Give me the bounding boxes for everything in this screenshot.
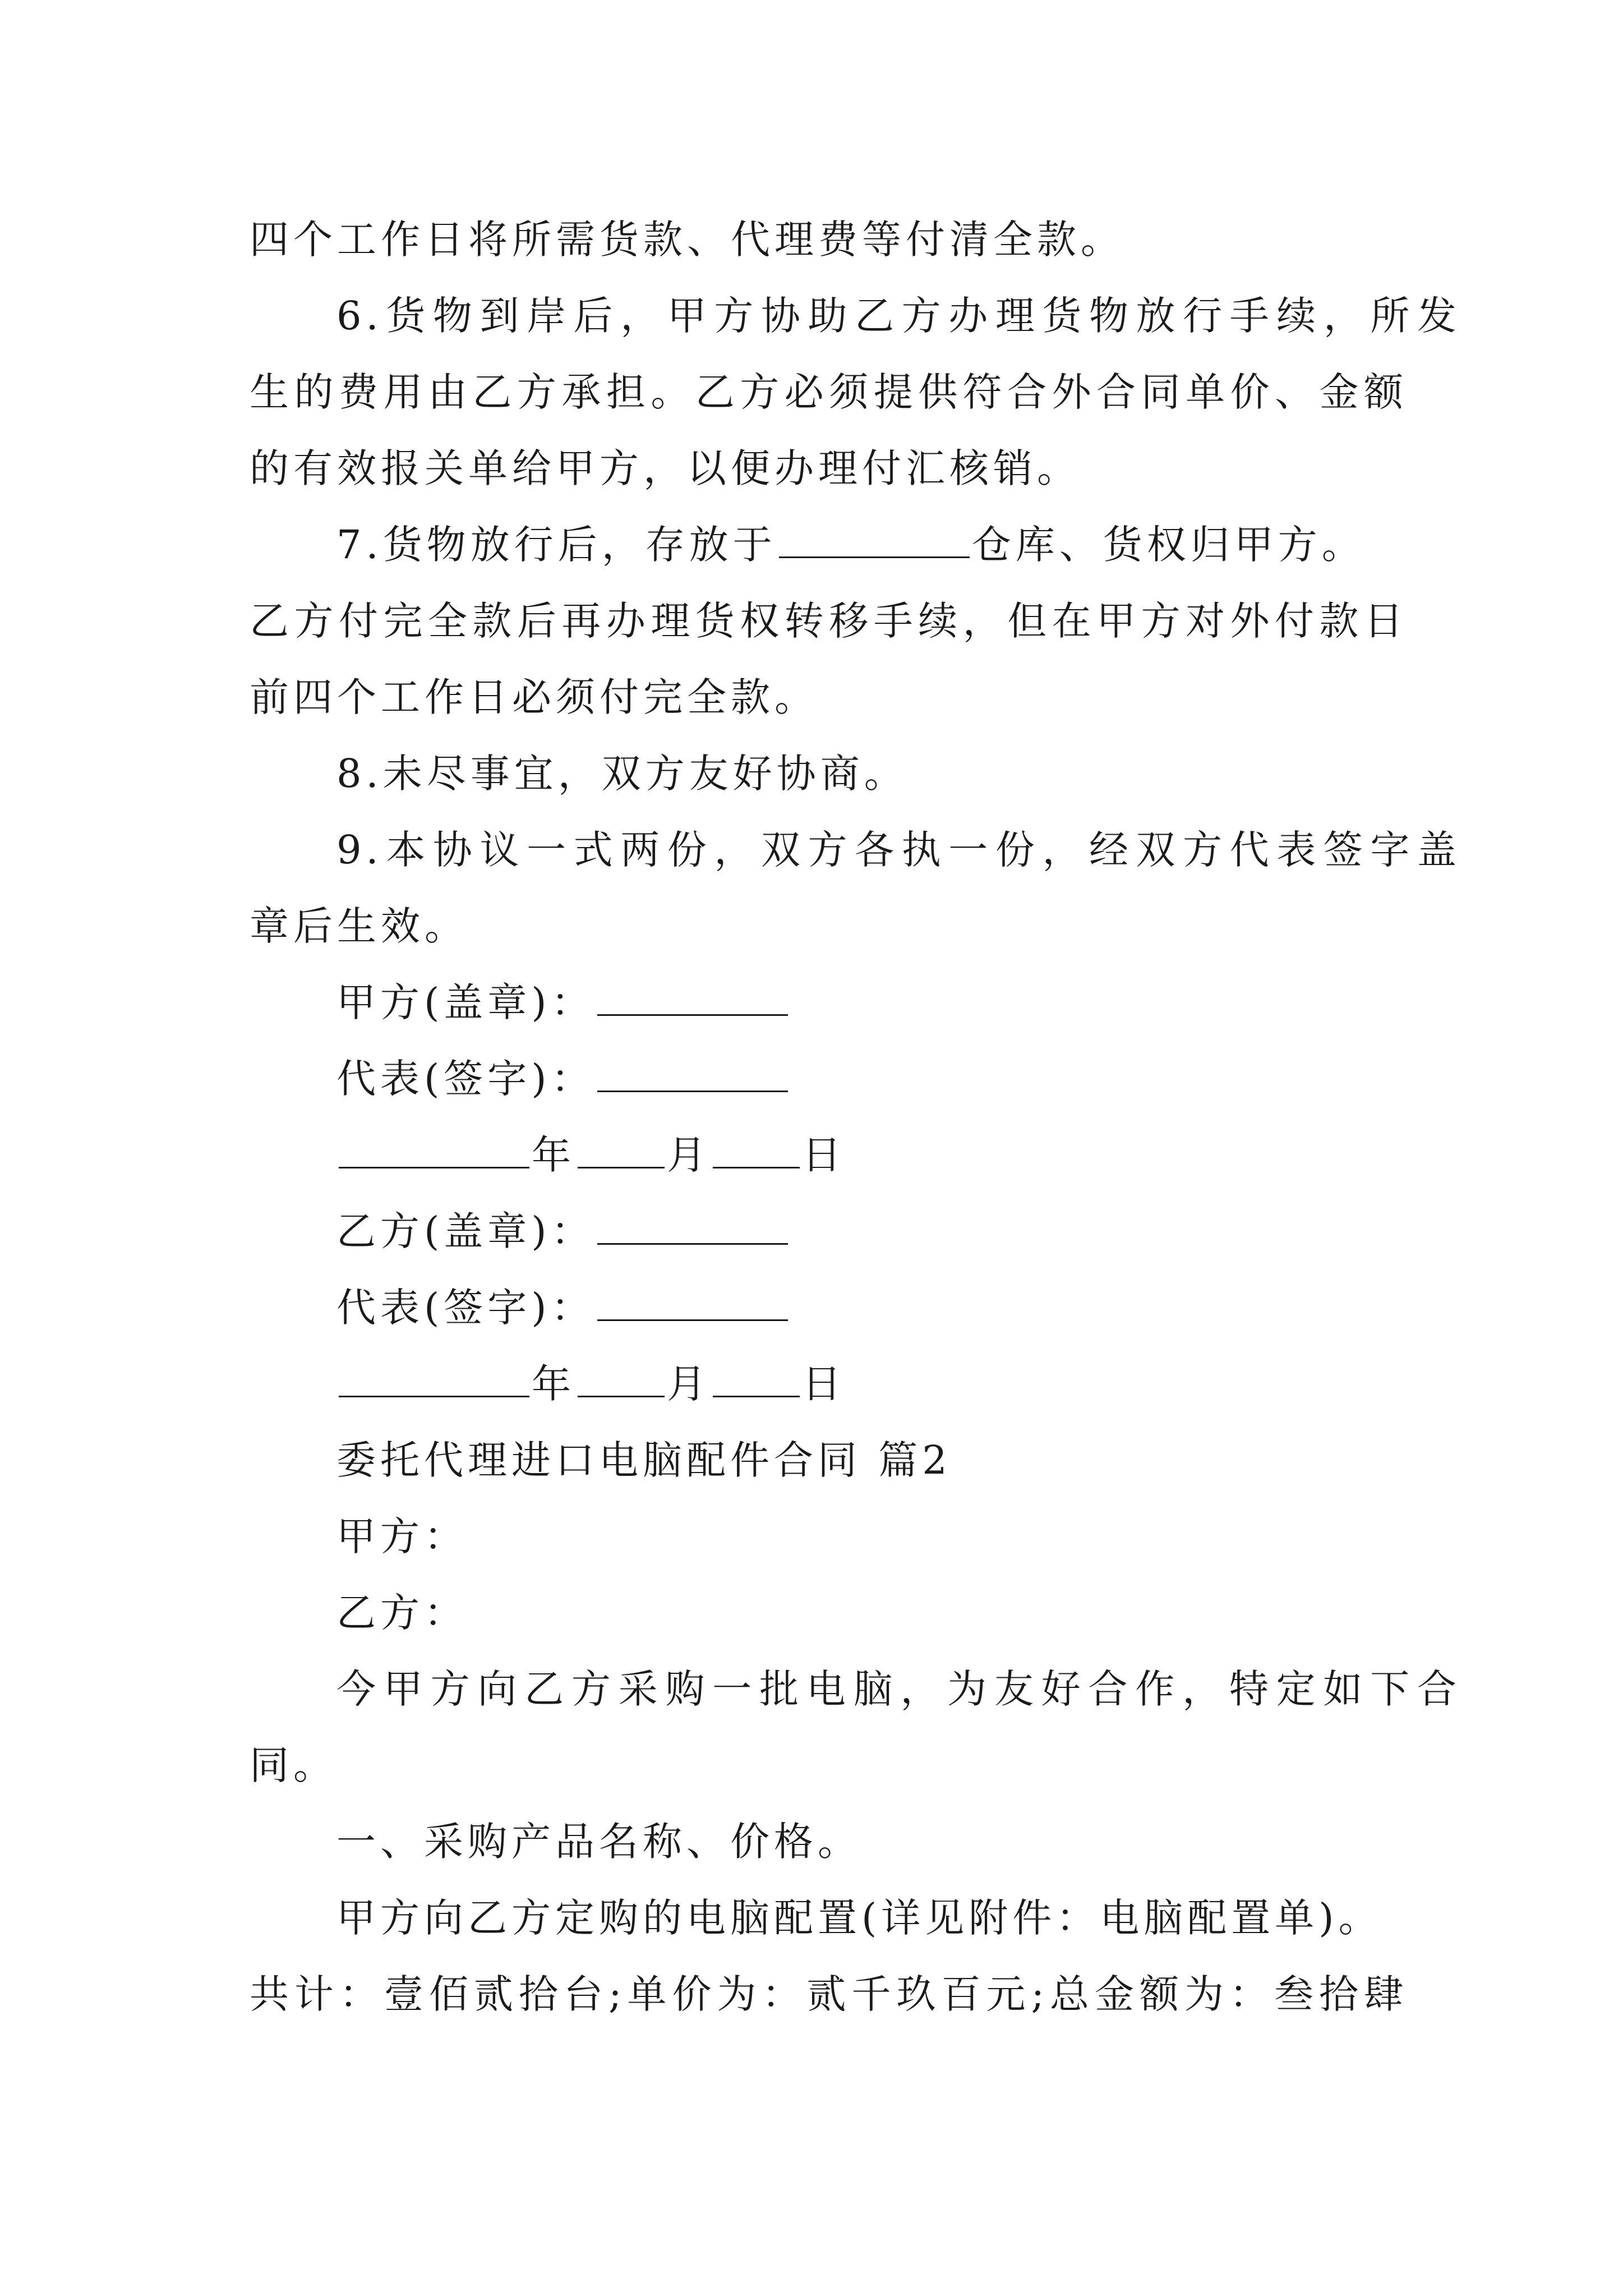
paragraph-line: 共计：壹佰贰拾台;单价为：贰千玖百元;总金额为：叁拾肆: [250, 1971, 1408, 2017]
signature-label: 代表(签字)：: [336, 1056, 595, 1102]
blank-underline: [339, 1362, 529, 1397]
date-day-label: 日: [802, 1361, 846, 1407]
paragraph-line: 乙方付完全款后再办理货权转移手续，但在甲方对外付款日: [250, 598, 1408, 644]
paragraph-line: 6.货物到岸后，甲方协助乙方办理货物放行手续，所发: [336, 293, 1461, 339]
signature-party-a-seal: [336, 972, 790, 1033]
section-title: 委托代理进口电脑配件合同 篇2: [336, 1437, 952, 1483]
date-month-label: 月: [667, 1361, 711, 1407]
paragraph-line: 前四个工作日必须付完全款。: [250, 674, 818, 720]
date-year-label: 年: [532, 1361, 575, 1407]
signature-party-b-rep: [336, 1277, 790, 1338]
paragraph-line: 四个工作日将所需货款、代理费等付清全款。: [250, 217, 1124, 263]
party-a-label: 甲方：: [336, 1513, 468, 1559]
paragraph-line: 8.未尽事宜，双方友好协商。: [336, 751, 908, 797]
signature-label: 乙方(盖章)：: [336, 1208, 595, 1254]
signature-party-b-seal: [336, 1200, 790, 1262]
signature-label: 代表(签字)：: [336, 1285, 595, 1331]
paragraph-line: 9.本协议一式两份，双方各执一份，经双方代表签字盖: [336, 827, 1461, 873]
party-b-label: 乙方：: [336, 1590, 468, 1636]
section-heading: 一、采购产品名称、价格。: [336, 1819, 861, 1865]
signature-date-a: [336, 1124, 846, 1186]
blank-underline: [597, 981, 788, 1016]
date-year-label: 年: [532, 1132, 575, 1178]
signature-label: 甲方(盖章)：: [336, 979, 595, 1025]
paragraph-line: 今甲方向乙方采购一批电脑，为友好合作，特定如下合: [336, 1666, 1461, 1712]
paragraph-line: [336, 514, 1366, 576]
blank-underline: [339, 1133, 529, 1168]
clause-text: 7.货物放行后，存放于: [336, 522, 777, 568]
clause-text: 仓库、货权归甲方。: [971, 522, 1366, 568]
blank-underline: [779, 523, 970, 558]
blank-underline: [597, 1057, 788, 1092]
paragraph-line: 同。: [250, 1742, 337, 1788]
paragraph-line: 甲方向乙方定购的电脑配置(详见附件：电脑配置单)。: [336, 1895, 1382, 1941]
paragraph-line: 的有效报关单给甲方，以便办理付汇核销。: [250, 445, 1081, 491]
blank-underline: [597, 1286, 788, 1321]
paragraph-line: 生的费用由乙方承担。乙方必须提供符合外合同单价、金额: [250, 369, 1408, 415]
paragraph-line: 章后生效。: [250, 903, 468, 949]
signature-party-a-rep: [336, 1048, 790, 1110]
date-month-label: 月: [667, 1132, 711, 1178]
blank-underline: [713, 1133, 800, 1168]
blank-underline: [597, 1209, 788, 1245]
blank-underline: [578, 1362, 665, 1397]
signature-date-b: [336, 1353, 846, 1415]
date-day-label: 日: [802, 1132, 846, 1178]
blank-underline: [578, 1133, 665, 1168]
blank-underline: [713, 1362, 800, 1397]
